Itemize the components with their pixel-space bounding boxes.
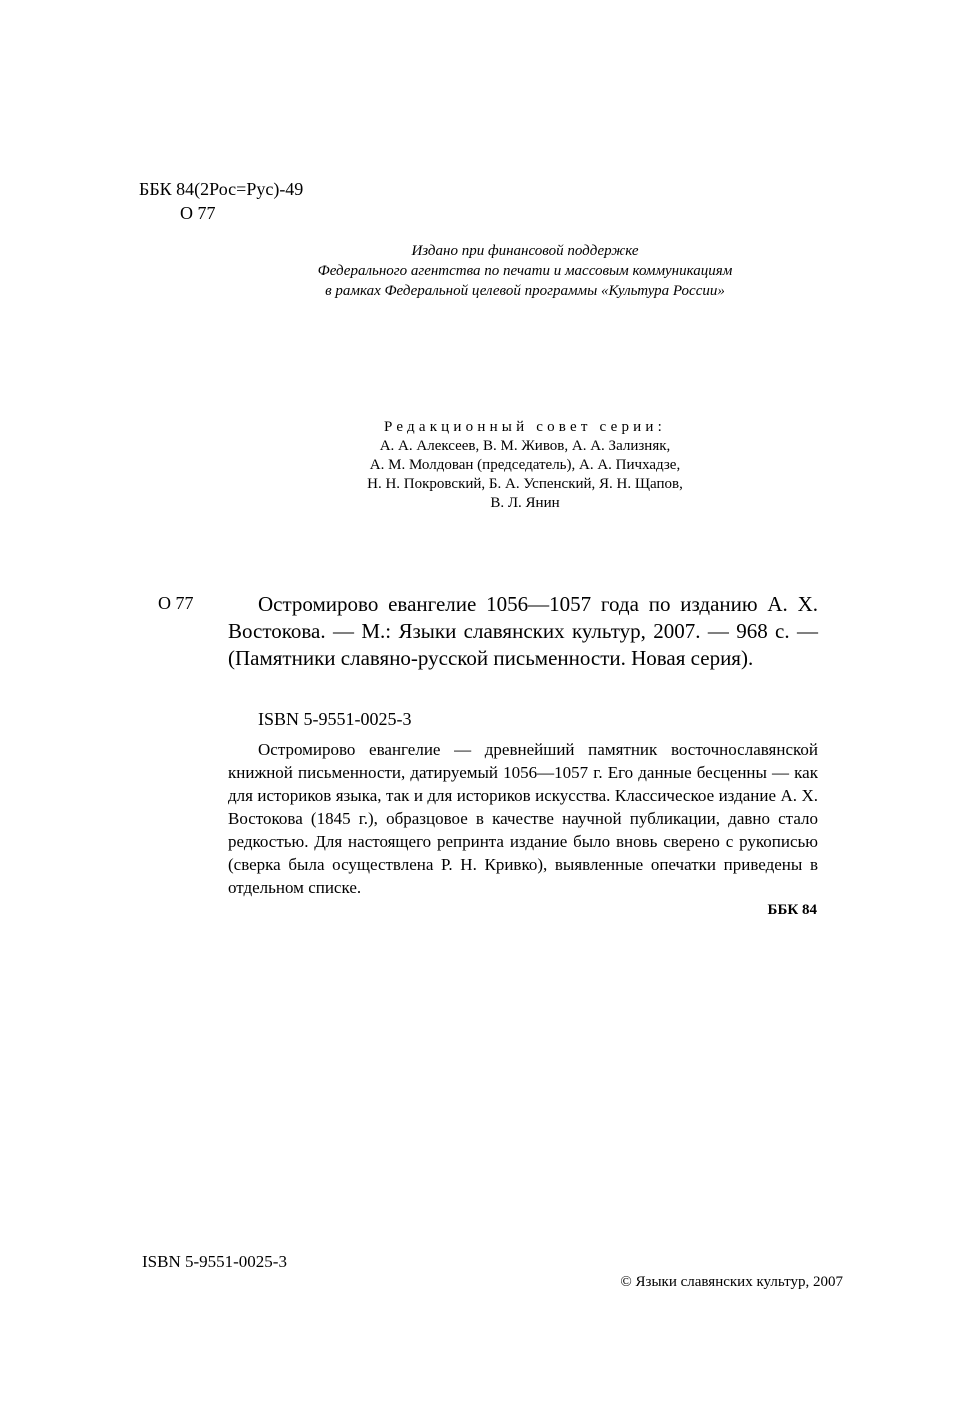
editorial-board-title: Редакционный совет серии: [384, 419, 666, 435]
support-line: Федерального агентства по печати и массовым коммуникациям [317, 263, 733, 279]
support-line: в рамках Федеральной целевой программы «Культура России» [325, 283, 725, 299]
support-line: Издано при финансовой поддержке [411, 243, 639, 259]
bbk-classification-code: ББК 84(2Рос=Рус)-49 [139, 179, 304, 199]
bbk-short-code: ББК 84 [767, 902, 817, 918]
footer-isbn: ISBN 5-9551-0025-3 [142, 1252, 287, 1271]
editorial-board-members: А. А. Алексеев, В. М. Живов, А. А. Зализняк, [379, 438, 671, 454]
editorial-board-members: В. Л. Янин [490, 495, 560, 511]
catalog-author-mark: О 77 [158, 593, 194, 613]
bibliographic-description: Остромирово евангелие 1056—1057 года по изданию А. Х. Востокова. — М.: Языки славянских культур, 2007. — 968 с. — (Памятники славяно-русской письменности. Новая серия). [228, 592, 818, 670]
editorial-board-members: Н. Н. Покровский, Б. А. Успенский, Я. Н. Щапов, [367, 476, 683, 492]
editorial-board-members: А. М. Молдован (председатель), А. А. Пичхадзе, [369, 457, 681, 473]
financial-support-notice [200, 241, 850, 301]
copyright-notice: © Языки славянских культур, 2007 [620, 1274, 843, 1290]
catalog-isbn: ISBN 5-9551-0025-3 [258, 709, 412, 729]
annotation-text: Остромирово евангелие — древнейший памятник восточнославянской книжной письменности, датируемый 1056—1057 г. Его данные бесценны — как для историков языка, так и для историков искусства. Классическое издание А. Х. Востокова (1845 г.), образцовое в качестве научной публикации, давно стало редкостью. Для настоящего репринта издание было вновь сверено с рукописью (сверка была осуществлена Р. Н. Кривко), выявленные опечатки приведены в отдельном списке. [228, 740, 818, 897]
editorial-board [200, 417, 850, 513]
author-mark: О 77 [180, 203, 216, 223]
